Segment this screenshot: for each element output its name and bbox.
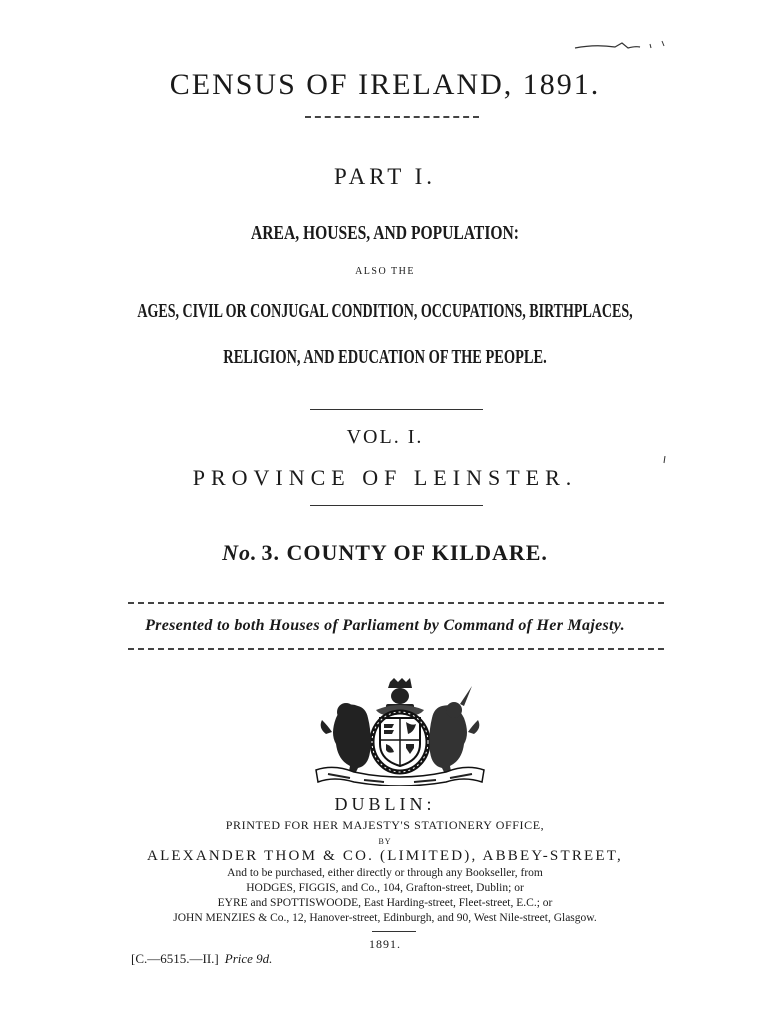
presented-divider-bottom xyxy=(128,648,664,650)
year-divider xyxy=(372,931,416,932)
county-heading xyxy=(0,540,770,566)
price-label: Price 9d. xyxy=(224,951,273,966)
contents-line-1: AGES, CIVIL OR CONJUGAL CONDITION, OCCUPATIONS, BIRTHPLACES, xyxy=(137,300,633,322)
reference-number: [C.—6515.—II.] xyxy=(131,951,219,966)
presented-divider-top xyxy=(128,602,664,604)
imprint-year: 1891. xyxy=(369,937,401,951)
subtitle: AREA, HOUSES, AND POPULATION: xyxy=(251,222,519,244)
imprint-printed-for: PRINTED FOR HER MAJESTY'S STATIONERY OFFICE, xyxy=(225,818,545,832)
also-the-label: ALSO THE xyxy=(355,266,415,277)
imprint-seller-1: HODGES, FIGGIS, and Co., 104, Grafton-street, Dublin; or xyxy=(246,882,524,894)
county-number-label: No. xyxy=(222,540,258,565)
imprint-city: DUBLIN: xyxy=(334,794,436,814)
volume-label: VOL. I. xyxy=(346,426,424,448)
command-paper-reference xyxy=(131,951,272,967)
imprint-seller-2: EYRE and SPOTTISWOODE, East Harding-street, Fleet-street, E.C.; or xyxy=(217,897,553,909)
margin-tick xyxy=(663,456,667,464)
imprint-by: BY xyxy=(378,837,392,846)
contents-line-2: RELIGION, AND EDUCATION OF THE PEOPLE. xyxy=(223,346,547,368)
presented-line: Presented to both Houses of Parliament by Command of Her Majesty. xyxy=(145,617,625,634)
royal-coat-of-arms-icon xyxy=(314,678,486,786)
imprint-purchase-line: And to be purchased, either directly or through any Bookseller, from xyxy=(227,867,543,879)
province-label: PROVINCE OF LEINSTER. xyxy=(192,465,578,490)
handwritten-mark xyxy=(570,38,670,54)
county-name: 3. COUNTY OF KILDARE. xyxy=(261,540,548,565)
part-heading: PART I. xyxy=(333,164,437,189)
imprint-printer: ALEXANDER THOM & CO. (LIMITED), ABBEY-STREET, xyxy=(147,848,623,864)
title-divider xyxy=(305,116,479,118)
imprint-seller-3: JOHN MENZIES & Co., 12, Hanover-street, Edinburgh, and 90, West Nile-street, Glasgow. xyxy=(173,912,597,924)
volume-divider-bottom xyxy=(310,505,483,506)
document-title: CENSUS OF IRELAND, 1891. xyxy=(169,68,601,101)
volume-divider-top xyxy=(310,409,483,410)
